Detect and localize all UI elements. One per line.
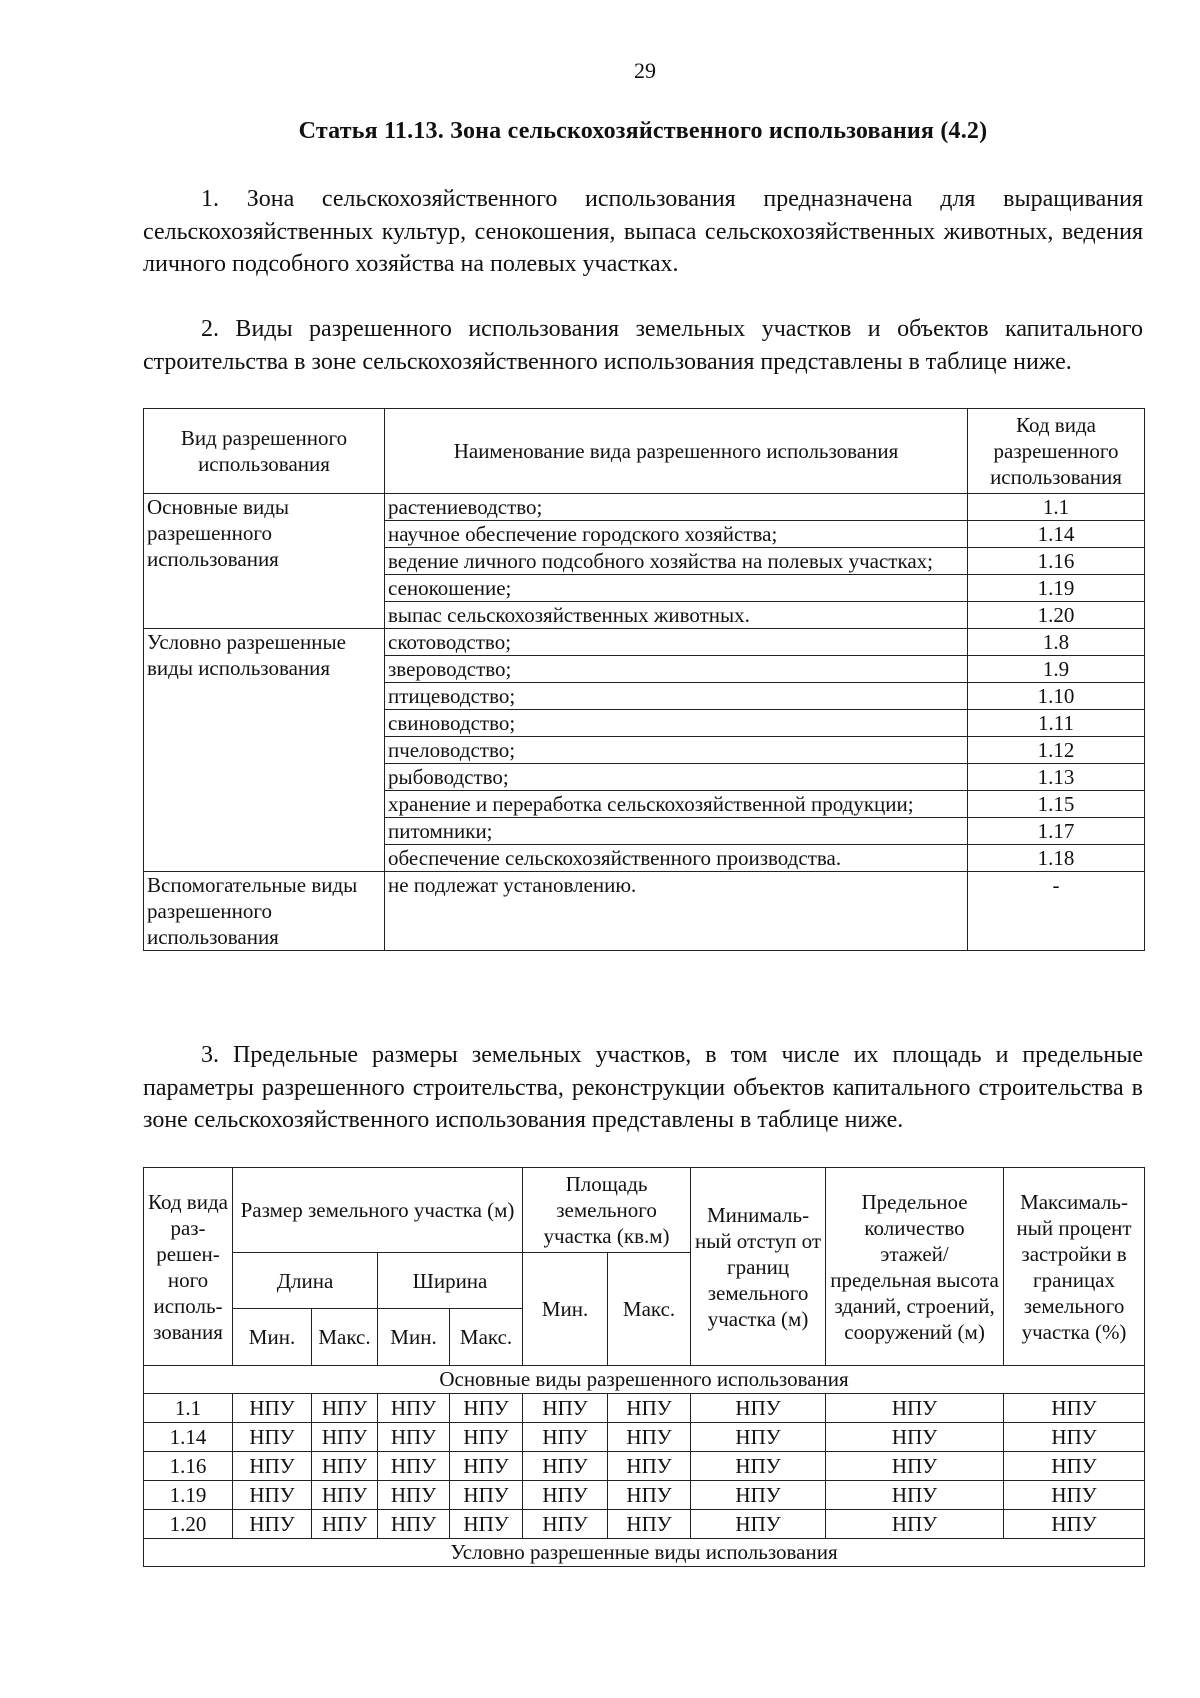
use-code-cell: 1.17 (968, 818, 1145, 845)
use-code-cell: 1.8 (968, 629, 1145, 656)
use-code-cell: 1.14 (968, 521, 1145, 548)
use-name-cell: рыбоводство; (385, 764, 968, 791)
params-value-cell: НПУ (523, 1510, 608, 1539)
params-value-cell: НПУ (312, 1452, 378, 1481)
uses-table-header (144, 409, 1145, 494)
params-value-cell: НПУ (378, 1481, 450, 1510)
use-code-cell: 1.15 (968, 791, 1145, 818)
use-code-cell: 1.18 (968, 845, 1145, 872)
params-value-cell: НПУ (826, 1423, 1004, 1452)
use-name-cell: сенокошение; (385, 575, 968, 602)
params-code-cell: 1.16 (144, 1452, 233, 1481)
use-code-cell: 1.9 (968, 656, 1145, 683)
params-value-cell: НПУ (450, 1510, 523, 1539)
use-kind-cell: Основные виды разрешенного использования (144, 494, 385, 629)
header-code: Код вида раз-решен-ного исполь-зования (144, 1168, 233, 1366)
params-value-cell: НПУ (608, 1452, 691, 1481)
params-value-cell: НПУ (523, 1481, 608, 1510)
uses-row (144, 629, 1145, 656)
params-value-cell: НПУ (1004, 1394, 1145, 1423)
paragraph-2: 2. Виды разрешенного использования земельных участков и объектов капитального строительства в зоне сельскохозяйственного использования представлены в таблице ниже. (143, 316, 1143, 375)
header-area-min: Мин. (523, 1253, 608, 1366)
page-number: 29 (634, 58, 656, 83)
article-title: Статья 11.13. Зона сельскохозяйственного использования (4.2) (298, 118, 988, 144)
params-value-cell: НПУ (233, 1423, 312, 1452)
params-value-cell: НПУ (378, 1394, 450, 1423)
header-kind: Вид разрешенного использования (144, 409, 385, 494)
use-code-cell: 1.19 (968, 575, 1145, 602)
use-name-cell: растениеводство; (385, 494, 968, 521)
params-value-cell: НПУ (450, 1452, 523, 1481)
params-code-cell: 1.14 (144, 1423, 233, 1452)
params-value-cell: НПУ (608, 1481, 691, 1510)
use-name-cell: питомники; (385, 818, 968, 845)
permitted-uses-table (143, 408, 1145, 951)
use-name-cell: пчеловодство; (385, 737, 968, 764)
section-conditional-label: Условно разрешенные виды использования (144, 1539, 1145, 1567)
params-value-cell: НПУ (1004, 1452, 1145, 1481)
use-name-cell: обеспечение сельскохозяйственного производства. (385, 845, 968, 872)
params-code-cell: 1.19 (144, 1481, 233, 1510)
header-area: Площадь земельного участка (кв.м) (523, 1168, 691, 1253)
params-value-cell: НПУ (312, 1510, 378, 1539)
header-width: Ширина (378, 1253, 523, 1309)
params-code-cell: 1.1 (144, 1394, 233, 1423)
params-value-cell: НПУ (1004, 1423, 1145, 1452)
params-value-cell: НПУ (691, 1452, 826, 1481)
section-main-row (144, 1366, 1145, 1394)
params-value-cell: НПУ (233, 1394, 312, 1423)
header-code: Код вида разрешенного использования (968, 409, 1145, 494)
params-row (144, 1394, 1145, 1423)
paragraph-1: 1. Зона сельскохозяйственного использования предназначена для выращивания сельскохозяйственных культур, сенокошения, выпаса сельскохозяйственных животных, ведения личного подсобного хозяйства на полевых участках. (143, 186, 1143, 277)
params-header-row-1 (144, 1168, 1145, 1253)
header-length-max: Макс. (312, 1309, 378, 1366)
params-value-cell: НПУ (608, 1423, 691, 1452)
use-code-cell: 1.12 (968, 737, 1145, 764)
header-width-max: Макс. (450, 1309, 523, 1366)
use-name-cell: ведение личного подсобного хозяйства на полевых участках; (385, 548, 968, 575)
section-main-label: Основные виды разрешенного использования (144, 1366, 1145, 1394)
use-name-cell: свиноводство; (385, 710, 968, 737)
uses-row (144, 494, 1145, 521)
params-value-cell: НПУ (378, 1510, 450, 1539)
params-value-cell: НПУ (523, 1423, 608, 1452)
use-name-cell: звероводство; (385, 656, 968, 683)
params-value-cell: НПУ (450, 1481, 523, 1510)
header-max-coverage: Максималь-ный процент застройки в границах земельного участка (%) (1004, 1168, 1145, 1366)
params-value-cell: НПУ (312, 1423, 378, 1452)
params-value-cell: НПУ (826, 1481, 1004, 1510)
params-value-cell: НПУ (1004, 1510, 1145, 1539)
plot-parameters-table (143, 1167, 1145, 1567)
header-length-min: Мин. (233, 1309, 312, 1366)
use-name-cell: хранение и переработка сельскохозяйственной продукции; (385, 791, 968, 818)
params-value-cell: НПУ (826, 1452, 1004, 1481)
params-value-cell: НПУ (233, 1510, 312, 1539)
use-code-cell: 1.16 (968, 548, 1145, 575)
header-plot-size: Размер земельного участка (м) (233, 1168, 523, 1253)
params-value-cell: НПУ (523, 1394, 608, 1423)
uses-row (144, 872, 1145, 951)
params-value-cell: НПУ (826, 1394, 1004, 1423)
use-kind-cell: Вспомогательные виды разрешенного использования (144, 872, 385, 951)
use-name-cell: скотоводство; (385, 629, 968, 656)
params-value-cell: НПУ (691, 1423, 826, 1452)
use-code-cell: 1.13 (968, 764, 1145, 791)
section-conditional-row (144, 1539, 1145, 1567)
params-value-cell: НПУ (450, 1394, 523, 1423)
params-row (144, 1510, 1145, 1539)
params-value-cell: НПУ (826, 1510, 1004, 1539)
header-floors: Предельное количество этажей/ предельная высота зданий, строений, сооружений (м) (826, 1168, 1004, 1366)
use-code-cell: - (968, 872, 1145, 951)
header-length: Длина (233, 1253, 378, 1309)
params-row (144, 1481, 1145, 1510)
params-value-cell: НПУ (233, 1452, 312, 1481)
use-code-cell: 1.20 (968, 602, 1145, 629)
header-width-min: Мин. (378, 1309, 450, 1366)
use-name-cell: научное обеспечение городского хозяйства; (385, 521, 968, 548)
params-row (144, 1423, 1145, 1452)
params-value-cell: НПУ (378, 1452, 450, 1481)
params-row (144, 1452, 1145, 1481)
params-value-cell: НПУ (312, 1481, 378, 1510)
params-value-cell: НПУ (378, 1423, 450, 1452)
use-code-cell: 1.1 (968, 494, 1145, 521)
use-name-cell: птицеводство; (385, 683, 968, 710)
header-min-offset: Минималь-ный отступ от границ земельного участка (м) (691, 1168, 826, 1366)
header-name: Наименование вида разрешенного использования (385, 409, 968, 494)
use-code-cell: 1.11 (968, 710, 1145, 737)
params-value-cell: НПУ (233, 1481, 312, 1510)
params-value-cell: НПУ (312, 1394, 378, 1423)
params-value-cell: НПУ (450, 1423, 523, 1452)
params-value-cell: НПУ (608, 1394, 691, 1423)
params-value-cell: НПУ (691, 1481, 826, 1510)
use-kind-cell: Условно разрешенные виды использования (144, 629, 385, 872)
use-name-cell: не подлежат установлению. (385, 872, 968, 951)
params-code-cell: 1.20 (144, 1510, 233, 1539)
params-value-cell: НПУ (608, 1510, 691, 1539)
use-name-cell: выпас сельскохозяйственных животных. (385, 602, 968, 629)
use-code-cell: 1.10 (968, 683, 1145, 710)
paragraph-3: 3. Предельные размеры земельных участков, в том числе их площадь и предельные параметры разрешенного строительства, реконструкции объектов капитального строительства в зоне сельскохозяйственного использования представлены в таблице ниже. (143, 1042, 1143, 1133)
header-area-max: Макс. (608, 1253, 691, 1366)
params-value-cell: НПУ (691, 1510, 826, 1539)
params-value-cell: НПУ (1004, 1481, 1145, 1510)
params-value-cell: НПУ (691, 1394, 826, 1423)
params-value-cell: НПУ (523, 1452, 608, 1481)
